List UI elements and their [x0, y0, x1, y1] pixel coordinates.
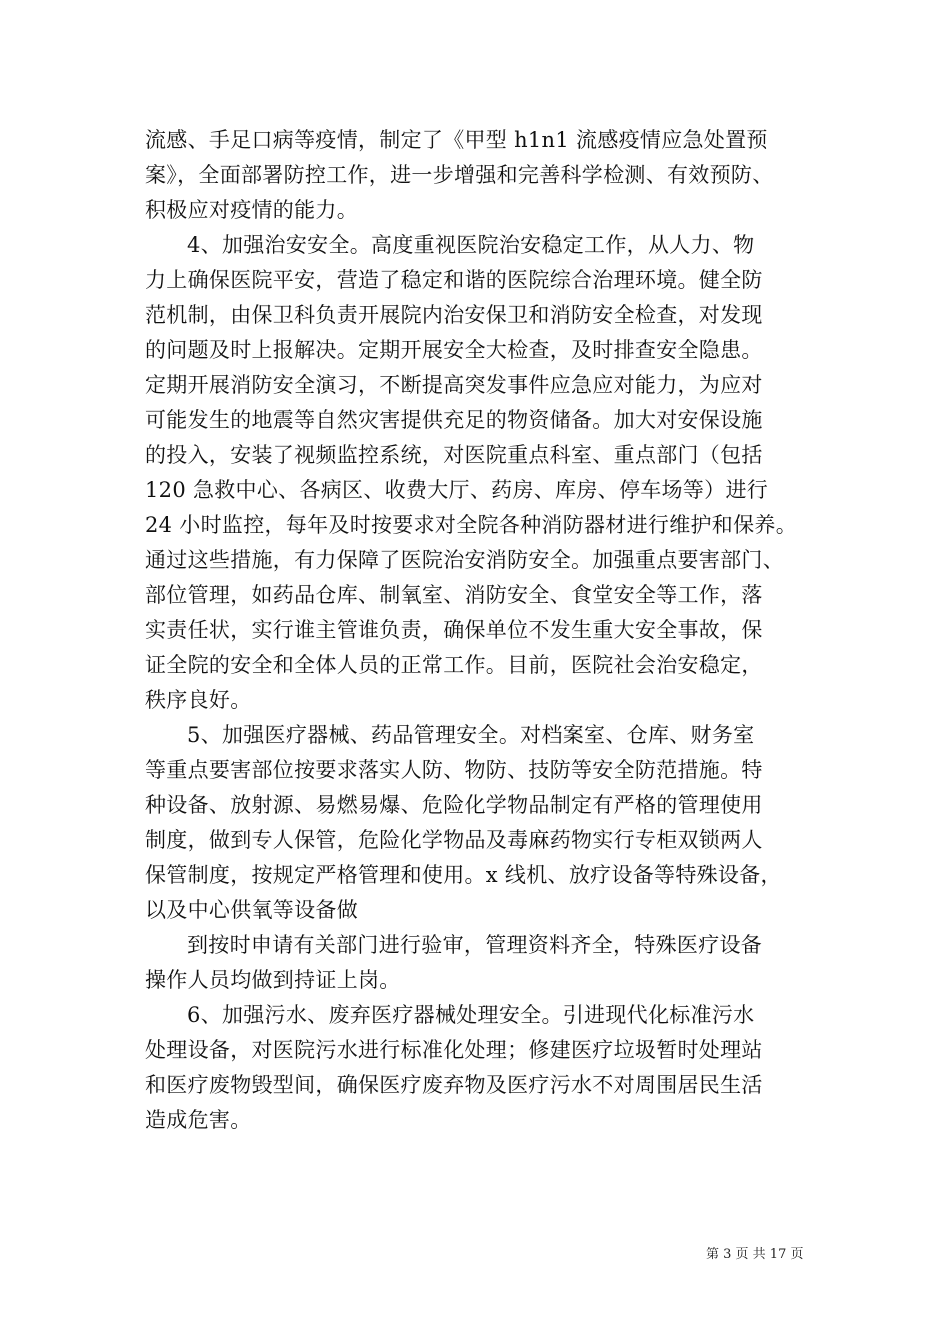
text-line: 24 小时监控，每年及时按要求对全院各种消防器材进行维护和保养。: [145, 513, 797, 537]
text-line: 以及中心供氧等设备做: [145, 898, 358, 922]
paragraph-5-start: 5、加强医疗器械、药品管理安全。对档案室、仓库、财务室: [187, 723, 755, 747]
text-line: 力上确保医院平安，营造了稳定和谐的医院综合治理环境。健全防: [145, 268, 763, 292]
text-line: 案》，全面部署防控工作，进一步增强和完善科学检测、有效预防、: [145, 163, 774, 187]
text-line: 种设备、放射源、易燃易爆、危险化学物品制定有严格的管理使用: [145, 793, 763, 817]
paragraph-4-start: 4、加强治安安全。高度重视医院治安稳定工作，从人力、物: [187, 233, 755, 257]
text-line: 流感、手足口病等疫情，制定了《甲型 h1n1 流感疫情应急处置预: [145, 128, 768, 152]
text-line: 120 急救中心、各病区、收费大厅、药房、库房、停车场等）进行: [145, 478, 769, 502]
text-line: 通过这些措施，有力保障了医院治安消防安全。加强重点要害部门、: [145, 548, 784, 572]
text-line: 部位管理，如药品仓库、制氧室、消防安全、食堂安全等工作，落: [145, 583, 763, 607]
text-line: 和医疗废物毁型间，确保医疗废弃物及医疗污水不对周围居民生活: [145, 1073, 763, 1097]
paragraph-continuation: 到按时申请有关部门进行验审，管理资料齐全，特殊医疗设备: [187, 933, 763, 957]
text-line: 可能发生的地震等自然灾害提供充足的物资储备。加大对安保设施: [145, 408, 763, 432]
text-line: 定期开展消防安全演习，不断提高突发事件应急应对能力，为应对: [145, 373, 763, 397]
text-line: 制度，做到专人保管，危险化学物品及毒麻药物实行专柜双锁两人: [145, 828, 763, 852]
page-number: 第 3 页 共 17 页: [706, 1247, 804, 1262]
paragraph-6-start: 6、加强污水、废弃医疗器械处理安全。引进现代化标准污水: [187, 1003, 755, 1027]
text-line: 造成危害。: [145, 1108, 252, 1132]
text-line: 实责任状，实行谁主管谁负责，确保单位不发生重大安全事故，保: [145, 618, 763, 642]
text-line: 等重点要害部位按要求落实人防、物防、技防等安全防范措施。特: [145, 758, 763, 782]
text-line: 积极应对疫情的能力。: [145, 198, 358, 222]
text-line: 范机制，由保卫科负责开展院内治安保卫和消防安全检查，对发现: [145, 303, 763, 327]
text-line: 的问题及时上报解决。定期开展安全大检查，及时排查安全隐患。: [145, 338, 763, 362]
text-line: 秩序良好。: [145, 688, 252, 712]
text-line: 处理设备，对医院污水进行标准化处理；修建医疗垃圾暂时处理站: [145, 1038, 763, 1062]
text-line: 的投入，安装了视频监控系统，对医院重点科室、重点部门（包括: [145, 443, 763, 467]
text-line: 操作人员均做到持证上岗。: [145, 968, 401, 992]
text-line: 保管制度，按规定严格管理和使用。x 线机、放疗设备等特殊设备，: [145, 863, 782, 887]
text-line: 证全院的安全和全体人员的正常工作。目前，医院社会治安稳定，: [145, 653, 763, 677]
